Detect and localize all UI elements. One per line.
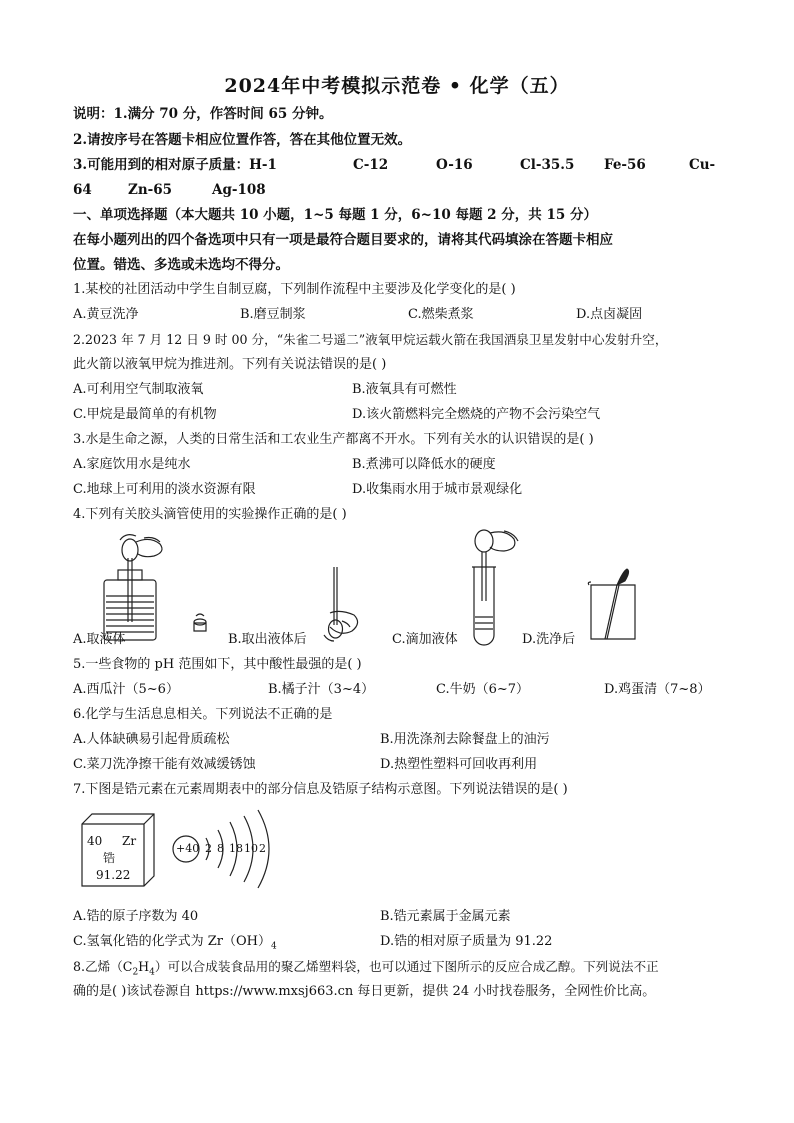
q7-option-b: B.锆元素属于金属元素 (380, 909, 511, 924)
q6-option-d: D.热塑性塑料可回收再利用 (380, 757, 538, 772)
q3-option-b: B.煮沸可以降低水的硬度 (352, 457, 496, 472)
q8-post: ）可以合成装食品用的聚乙烯塑料袋，也可以通过下图所示的反应合成乙醇。下列说法不正 (154, 959, 659, 974)
section-instructions-2: 位置。错选、多选或未选均不得分。 (73, 257, 289, 273)
figure-d-beaker-dropper (585, 567, 645, 645)
q7-option-c (73, 933, 277, 956)
q3-option-d: D.收集雨水用于城市景观绿化 (352, 482, 523, 497)
q2-stem-1: 2.2023 年 7 月 12 日 9 时 00 分，“朱雀二号遥二”液氧甲烷运载火箭在我国酒泉卫星发射中心发射升空， (73, 332, 668, 347)
note-2: 2.请按序号在答题卡相应位置作答，答在其他位置无效。 (73, 132, 412, 148)
q1-option-b: B.磨豆制浆 (240, 307, 306, 322)
q6-option-b: B.用洗涤剂去除餐盘上的油污 (380, 732, 550, 747)
q4-option-c: C.滴加液体 (392, 632, 458, 647)
figure-c-test-tube-dropper (460, 527, 530, 645)
q7-option-a: A.锆的原子序数为 40 (73, 909, 199, 924)
q5-option-a: A.西瓜汁（5~6） (73, 682, 179, 697)
section-instructions-1: 在每小题列出的四个备选项中只有一项是最符合题目要求的，请将其代码填涂在答题卡相应 (73, 232, 613, 248)
mass-cu-num: 64 (73, 182, 92, 198)
q7-option-d: D.锆的相对原子质量为 91.22 (380, 934, 553, 949)
q8-stem-2: 确的是( )该试卷源自 https://www.mxsj663.cn 每日更新，提供 24 小时找卷服务，全网性价比高。 (73, 984, 656, 999)
mass-ag: Ag-108 (212, 182, 266, 198)
q4-option-b: B.取出液体后 (228, 632, 307, 647)
mass-o: O-16 (436, 157, 473, 173)
mass-zn: Zn-65 (128, 182, 173, 198)
q4-option-a: A.取液体 (73, 632, 126, 647)
q1-option-c: C.燃柴煮浆 (408, 307, 474, 322)
atom-shell-4: 10 (244, 842, 258, 855)
section-heading: 一、单项选择题（本大题共 10 小题，1~5 每题 1 分，6~10 每题 2 分，共 15 分） (73, 207, 597, 223)
q6-option-c: C.菜刀洗净擦干能有效减缓锈蚀 (73, 757, 256, 772)
note-3-label: 3.可能用到的相对原子质量：H-1 (73, 157, 277, 173)
note-1: 说明：1.满分 70 分，作答时间 65 分钟。 (73, 106, 333, 122)
q4-stem: 4.下列有关胶头滴管使用的实验操作正确的是( ) (73, 507, 347, 522)
atom-shell-1: 2 (205, 842, 212, 855)
element-symbol: Zr (122, 834, 137, 848)
q7-option-c-subscript: 4 (271, 941, 277, 952)
q5-option-d: D.鸡蛋清（7~8） (604, 682, 711, 697)
q5-stem: 5.一些食物的 pH 范围如下，其中酸性最强的是( ) (73, 657, 362, 672)
atom-shell-2: 8 (217, 842, 224, 855)
atom-shell-5: 2 (259, 842, 266, 855)
figure-b-dropper-held (318, 565, 368, 645)
q4-option-d: D.洗净后 (522, 632, 576, 647)
q1-option-d: D.点卤凝固 (576, 307, 643, 322)
q6-stem: 6.化学与生活息息相关。下列说法不正确的是 (73, 707, 333, 722)
q7-stem: 7.下图是锆元素在元素周期表中的部分信息及锆原子结构示意图。下列说法错误的是( ) (73, 782, 568, 797)
mass-c: C-12 (353, 157, 389, 173)
q8-sub-1: 2 (132, 967, 139, 978)
q3-option-a: A.家庭饮用水是纯水 (73, 457, 191, 472)
figure-a-bottle-dropper (100, 530, 220, 645)
mass-fe: Fe-56 (604, 157, 646, 173)
element-number: 40 (87, 834, 103, 848)
q2-option-d: D.该火箭燃料完全燃烧的产物不会污染空气 (352, 407, 601, 422)
q2-stem-2: 此火箭以液氧甲烷为推进剂。下列有关说法错误的是( ) (73, 357, 387, 372)
mass-cu: Cu- (689, 157, 716, 173)
q8-pre: 8.乙烯（C (73, 959, 133, 974)
q2-option-a: A.可利用空气制取液氧 (73, 382, 204, 397)
q2-option-c: C.甲烷是最简单的有机物 (73, 407, 217, 422)
q5-option-c: C.牛奶（6~7） (436, 682, 530, 697)
q6-option-a: A.人体缺碘易引起骨质疏松 (73, 732, 230, 747)
q5-option-b: B.橘子汁（3~4） (268, 682, 375, 697)
q8-mid: H (138, 959, 150, 974)
q8-sub-2: 4 (149, 967, 155, 978)
q8-stem-1 (73, 958, 659, 982)
q3-option-c: C.地球上可利用的淡水资源有限 (73, 482, 256, 497)
q3-stem: 3.水是生命之源，人类的日常生活和工农业生产都离不开水。下列有关水的认识错误的是( ) (73, 432, 594, 447)
atom-nucleus: +40 (176, 842, 200, 855)
q7-option-c-text: C.氢氧化锆的化学式为 Zr（OH） (73, 934, 271, 949)
mass-cl: Cl-35.5 (520, 157, 575, 173)
q1-option-a: A.黄豆洗净 (73, 307, 139, 322)
element-name: 锆 (103, 851, 116, 865)
element-mass: 91.22 (96, 868, 131, 882)
atom-shell-3: 18 (229, 842, 243, 855)
page-title: 2024年中考模拟示范卷 • 化学（五） (224, 75, 570, 97)
q1-stem: 1.某校的社团活动中学生自制豆腐，下列制作流程中主要涉及化学变化的是( ) (73, 282, 516, 297)
q2-option-b: B.液氧具有可燃性 (352, 382, 457, 397)
